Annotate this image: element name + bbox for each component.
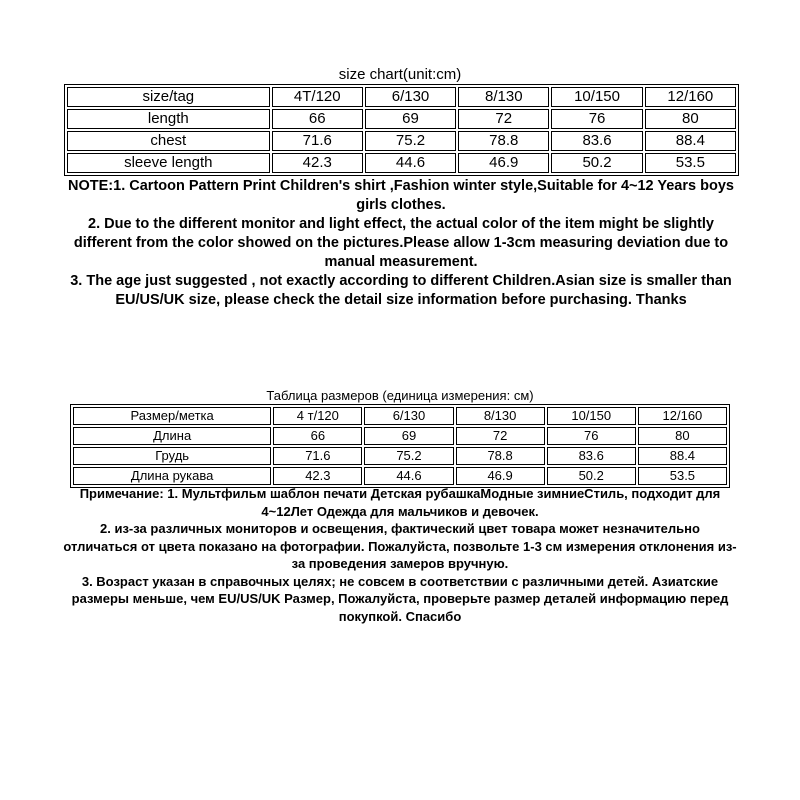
size-chart-title: size chart(unit:cm) — [338, 66, 462, 83]
table-cell: 83.6 — [547, 447, 636, 465]
note-paragraph: Примечание: 1. Мультфильм шаблон печати Детская рубашкаМодные зимниеСтиль, подходит для 4~12Лет Одежда для мальчиков и девочек. — [79, 486, 721, 519]
table-cell: 50.2 — [547, 467, 636, 485]
table-cell: 42.3 — [273, 467, 362, 485]
table-cell: 66 — [273, 427, 362, 445]
note-paragraph: 2. Due to the different monitor and light effect, the actual color of the item might be slightly different from the color showed on the pictures.Please allow 1-3cm measuring deviation due to manual measurement. — [73, 216, 729, 270]
header-cell: 10/150 — [547, 407, 636, 425]
header-cell: size/tag — [67, 87, 270, 107]
header-cell: 4 т/120 — [273, 407, 362, 425]
note-paragraph: NOTE:1. Cartoon Pattern Print Children's shirt ,Fashion winter style,Suitable for 4~12 Years boys girls clothes. — [68, 178, 734, 213]
table-cell: 53.5 — [638, 467, 727, 485]
table-header-row — [67, 87, 736, 107]
header-cell: 6/130 — [364, 407, 453, 425]
header-cell: 8/130 — [458, 87, 549, 107]
table-cell: 66 — [272, 109, 363, 129]
table-cell: 71.6 — [272, 131, 363, 151]
table-cell: 76 — [551, 109, 642, 129]
table-row — [67, 109, 736, 129]
row-label-cell: sleeve length — [67, 153, 270, 173]
size-notes-ru — [62, 485, 738, 625]
table-cell: 75.2 — [364, 447, 453, 465]
header-cell: 8/130 — [456, 407, 545, 425]
size-chart-table — [64, 84, 739, 176]
size-chart-title-ru: Таблица размеров (единица измерения: см) — [266, 388, 534, 403]
table-cell: 44.6 — [364, 467, 453, 485]
table-cell: 78.8 — [458, 131, 549, 151]
table-cell: 69 — [364, 427, 453, 445]
table-cell: 72 — [458, 109, 549, 129]
note-paragraph: 2. из-за различных мониторов и освещения, фактический цвет товара может незначительно отличаться от цвета показано на фотографии. Пожалуйста, позвольте 1-3 см измерения отклонения из-за проведения замеров вручную. — [63, 521, 737, 571]
table-cell: 71.6 — [273, 447, 362, 465]
table-cell: 80 — [645, 109, 736, 129]
table-cell: 69 — [365, 109, 456, 129]
row-label-cell: length — [67, 109, 270, 129]
table-cell: 46.9 — [458, 153, 549, 173]
table-row — [67, 131, 736, 151]
table-cell: 88.4 — [645, 131, 736, 151]
table-cell: 75.2 — [365, 131, 456, 151]
table-cell: 44.6 — [365, 153, 456, 173]
note-paragraph: 3. Возраст указан в справочных целях; не совсем в соответствии с различными детей. Азиатские размеры меньше, чем EU/US/UK Размер, Пожалуйста, проверьте размер деталей информацию перед покупкой. Спасибо — [71, 573, 729, 624]
header-cell: Размер/метка — [73, 407, 271, 425]
size-notes — [58, 177, 744, 310]
header-cell: 6/130 — [365, 87, 456, 107]
header-cell: 10/150 — [551, 87, 642, 107]
header-cell: 4T/120 — [272, 87, 363, 107]
table-header-row — [73, 407, 727, 425]
table-cell: 53.5 — [645, 153, 736, 173]
table-row — [73, 447, 727, 465]
table-cell: 46.9 — [456, 467, 545, 485]
table-cell: 88.4 — [638, 447, 727, 465]
row-label-cell: Длина рукава — [73, 467, 271, 485]
note-paragraph: 3. The age just suggested , not exactly according to different Children.Asian size is smaller than EU/US/UK size, please check the detail size information before purchasing. Thanks — [70, 273, 732, 308]
row-label-cell: Грудь — [73, 447, 271, 465]
size-chart-table-ru — [70, 404, 730, 488]
table-cell: 83.6 — [551, 131, 642, 151]
table-cell: 50.2 — [551, 153, 642, 173]
header-cell: 12/160 — [645, 87, 736, 107]
row-label-cell: Длина — [73, 427, 271, 445]
table-row — [73, 427, 727, 445]
table-row — [73, 467, 727, 485]
row-label-cell: chest — [67, 131, 270, 151]
table-cell: 42.3 — [272, 153, 363, 173]
table-cell: 72 — [456, 427, 545, 445]
table-row — [67, 153, 736, 173]
table-cell: 80 — [638, 427, 727, 445]
table-cell: 76 — [547, 427, 636, 445]
table-cell: 78.8 — [456, 447, 545, 465]
header-cell: 12/160 — [638, 407, 727, 425]
